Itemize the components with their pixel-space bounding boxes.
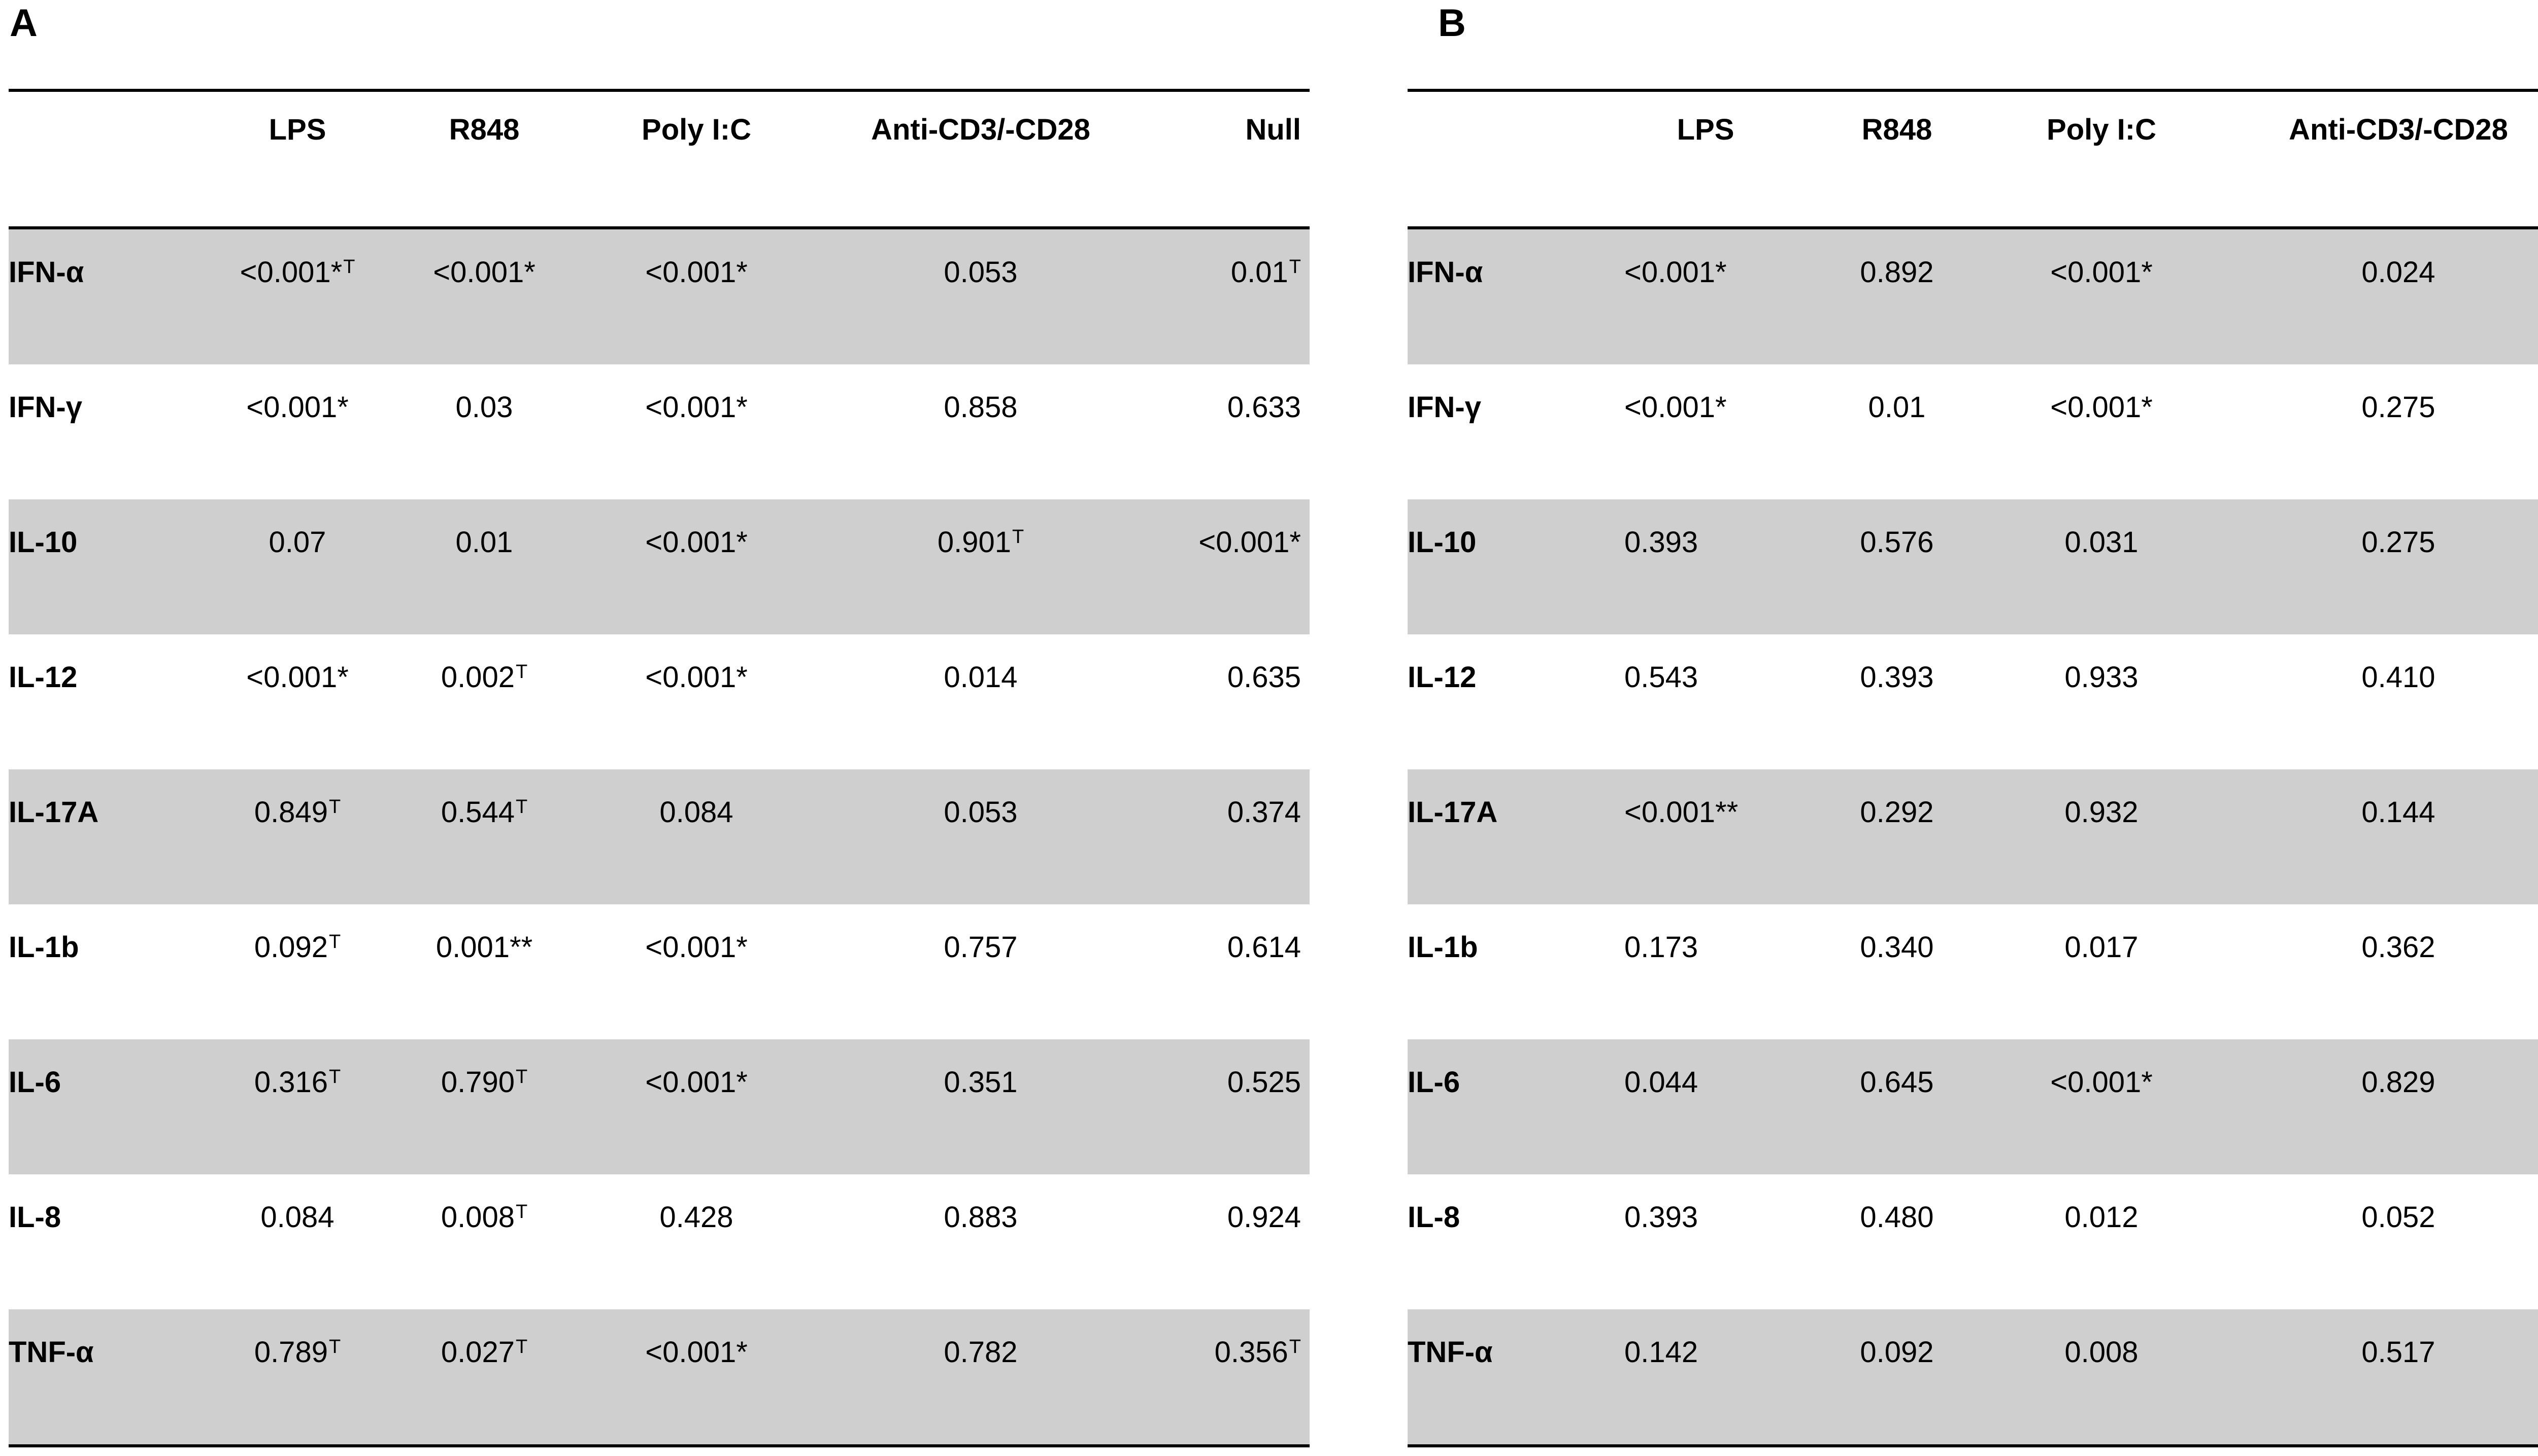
table-row xyxy=(9,1174,1310,1309)
results-table xyxy=(9,89,1310,1447)
table-cell xyxy=(645,255,748,290)
column-header: Null xyxy=(1245,113,1301,146)
table-cell xyxy=(456,525,513,560)
table-cell xyxy=(436,930,532,965)
table-cell xyxy=(944,930,1017,965)
p-value: 0.144 xyxy=(2361,796,2435,829)
table-cell xyxy=(1231,255,1301,290)
table-header xyxy=(9,92,1310,229)
table-cell xyxy=(246,390,349,425)
p-value: <0.001* xyxy=(2050,256,2153,289)
p-value: 0.275 xyxy=(2361,526,2435,559)
p-value: <0.001* xyxy=(433,256,536,289)
column-header: LPS xyxy=(269,113,326,146)
p-value: 0.525 xyxy=(1227,1066,1301,1099)
table-cell xyxy=(645,930,748,965)
table-cell xyxy=(1868,390,1926,425)
table-cell xyxy=(2361,255,2435,290)
superscript-marker: T xyxy=(1289,1336,1301,1358)
table-cell xyxy=(1860,1335,1933,1370)
table-row xyxy=(9,229,1310,364)
superscript-marker: T xyxy=(515,1201,528,1223)
table-row xyxy=(1408,1309,2538,1444)
row-label: IL-10 xyxy=(9,526,78,559)
p-value: 0.517 xyxy=(2361,1336,2435,1369)
table-cell xyxy=(441,1200,527,1235)
p-value: 0.275 xyxy=(2361,391,2435,424)
row-label: IL-8 xyxy=(9,1201,61,1234)
p-value: 0.024 xyxy=(2361,256,2435,289)
p-value: 0.635 xyxy=(1227,661,1301,694)
p-value: 0.410 xyxy=(2361,661,2435,694)
p-value: 0.829 xyxy=(2361,1066,2435,1099)
p-value: 0.292 xyxy=(1860,796,1934,829)
table-cell xyxy=(645,1335,748,1370)
table-row xyxy=(9,1039,1310,1174)
table-cell xyxy=(944,255,1017,290)
table-cell xyxy=(1227,1200,1301,1235)
table-cell xyxy=(254,1065,341,1100)
p-value: 0.03 xyxy=(455,391,513,424)
table-cell xyxy=(1624,1200,1698,1235)
p-value: <0.001* xyxy=(1624,256,1727,289)
table-cell xyxy=(659,795,733,830)
column-header: Anti-CD3/-CD28 xyxy=(871,113,1090,146)
superscript-marker: T xyxy=(515,1336,528,1358)
table-cell xyxy=(938,525,1024,560)
p-value: 0.092 xyxy=(254,931,328,964)
table-cell xyxy=(1860,930,1933,965)
results-table xyxy=(1408,89,2538,1447)
row-label: IL-8 xyxy=(1408,1201,1460,1234)
p-value: <0.001* xyxy=(645,661,748,694)
superscript-marker: T xyxy=(343,256,355,278)
table-cell xyxy=(2050,390,2153,425)
p-value: 0.933 xyxy=(2064,661,2139,694)
table-row xyxy=(9,904,1310,1039)
p-value: 0.393 xyxy=(1624,1201,1698,1234)
p-value: <0.001* xyxy=(645,931,748,964)
table-cell xyxy=(456,390,513,425)
p-value: 0.01 xyxy=(1868,391,1926,424)
table-cell xyxy=(944,660,1017,695)
table-cell xyxy=(1860,255,1933,290)
table-cell xyxy=(1215,1335,1301,1370)
row-label: IFN-γ xyxy=(9,391,82,424)
p-value: 0.614 xyxy=(1227,931,1301,964)
p-value: 0.576 xyxy=(1860,526,1934,559)
table-cell xyxy=(1227,660,1301,695)
table-row xyxy=(1408,1039,2538,1174)
table-cell xyxy=(2064,1335,2138,1370)
column-header: LPS xyxy=(1677,113,1734,146)
table-cell xyxy=(645,1065,748,1100)
table-row xyxy=(1408,1174,2538,1309)
table-cell xyxy=(2064,930,2138,965)
table-cell xyxy=(441,660,527,695)
row-label: TNF-α xyxy=(9,1336,94,1369)
table-row xyxy=(9,634,1310,769)
p-value: <0.001* xyxy=(2050,1066,2153,1099)
p-value: 0.883 xyxy=(944,1201,1018,1234)
p-value: 0.544 xyxy=(441,796,515,829)
table-cell xyxy=(944,1065,1017,1100)
table-cell xyxy=(1624,660,1698,695)
table-cell xyxy=(2361,390,2435,425)
p-value: 0.480 xyxy=(1860,1201,1934,1234)
p-value: 0.351 xyxy=(944,1066,1018,1099)
superscript-marker: T xyxy=(515,796,528,818)
p-value: <0.001* xyxy=(1624,391,1727,424)
row-label: IL-1b xyxy=(1408,931,1478,964)
p-value: 0.362 xyxy=(2361,931,2435,964)
superscript-marker: T xyxy=(328,931,341,953)
table-cell xyxy=(1624,1335,1698,1370)
table-cell xyxy=(2361,1335,2435,1370)
p-value: 0.757 xyxy=(944,931,1018,964)
row-label: IFN-α xyxy=(1408,256,1483,289)
p-value: 0.356 xyxy=(1214,1336,1288,1369)
p-value: 0.053 xyxy=(944,796,1018,829)
row-label: IFN-α xyxy=(9,256,84,289)
superscript-marker: T xyxy=(328,796,341,818)
p-value: 0.633 xyxy=(1227,391,1301,424)
p-value: <0.001* xyxy=(2050,391,2153,424)
table-cell xyxy=(1860,525,1933,560)
table-row xyxy=(9,364,1310,499)
superscript-marker: T xyxy=(328,1066,341,1088)
table-cell xyxy=(2361,1065,2435,1100)
table-cell xyxy=(1624,930,1698,965)
table-cell xyxy=(246,660,349,695)
row-label: IL-1b xyxy=(9,931,79,964)
table-cell xyxy=(1860,660,1933,695)
table-cell xyxy=(433,255,536,290)
table-cell xyxy=(2361,660,2435,695)
p-value: 0.052 xyxy=(2361,1201,2435,1234)
p-value: 0.892 xyxy=(1860,256,1934,289)
row-label: IL-10 xyxy=(1408,526,1477,559)
p-value: 0.008 xyxy=(441,1201,515,1234)
p-value: 0.008 xyxy=(2064,1336,2139,1369)
table-cell xyxy=(1198,525,1301,560)
p-value: <0.001* xyxy=(645,256,748,289)
p-value: 0.027 xyxy=(441,1336,515,1369)
p-value: 0.053 xyxy=(944,256,1018,289)
table-row xyxy=(1408,634,2538,769)
p-value: 0.789 xyxy=(254,1336,328,1369)
p-value: <0.001* xyxy=(645,1336,748,1369)
column-header: Poly I:C xyxy=(2047,113,2156,146)
p-value: 0.849 xyxy=(254,796,328,829)
table-row xyxy=(1408,904,2538,1039)
superscript-marker: T xyxy=(328,1336,341,1358)
p-value: <0.001* xyxy=(246,661,349,694)
table-row xyxy=(1408,499,2538,634)
table-cell xyxy=(2064,660,2138,695)
p-value: 0.393 xyxy=(1860,661,1934,694)
table-cell xyxy=(2050,1065,2153,1100)
table-header xyxy=(1408,92,2538,229)
table-cell xyxy=(659,1200,733,1235)
table-row xyxy=(1408,769,2538,904)
p-value: <0.001* xyxy=(246,391,349,424)
table-cell xyxy=(944,795,1017,830)
row-label: IL-6 xyxy=(9,1066,61,1099)
p-value: <0.001* xyxy=(645,526,748,559)
table-cell xyxy=(240,255,355,290)
table-cell xyxy=(1227,1065,1301,1100)
table-row xyxy=(1408,364,2538,499)
p-value: 0.374 xyxy=(1227,796,1301,829)
p-value: <0.001* xyxy=(645,391,748,424)
p-value: <0.001** xyxy=(1624,796,1739,829)
column-header: Poly I:C xyxy=(642,113,751,146)
row-label: IL-12 xyxy=(9,661,78,694)
table-cell xyxy=(1624,390,1727,425)
table-cell xyxy=(2361,525,2435,560)
p-value: 0.543 xyxy=(1624,661,1698,694)
table-cell xyxy=(269,525,326,560)
table-cell xyxy=(2361,930,2435,965)
table-cell xyxy=(254,795,341,830)
table-cell xyxy=(1624,525,1698,560)
table-cell xyxy=(254,930,341,965)
table-cell xyxy=(645,525,748,560)
table-cell xyxy=(944,1200,1017,1235)
p-value: 0.012 xyxy=(2064,1201,2139,1234)
p-value: 0.084 xyxy=(260,1201,335,1234)
p-value: 0.428 xyxy=(659,1201,733,1234)
table-row xyxy=(1408,229,2538,364)
table-cell xyxy=(1860,1200,1933,1235)
table-cell xyxy=(1624,795,1738,830)
table-cell xyxy=(2050,255,2153,290)
panel-label: A xyxy=(10,2,38,45)
table-cell xyxy=(2361,1200,2435,1235)
table-cell xyxy=(2064,795,2138,830)
p-value: 0.393 xyxy=(1624,526,1698,559)
p-value: 0.044 xyxy=(1624,1066,1698,1099)
row-label: IL-12 xyxy=(1408,661,1477,694)
p-value: 0.07 xyxy=(269,526,326,559)
table-cell xyxy=(254,1335,341,1370)
row-label: IFN-γ xyxy=(1408,391,1481,424)
table-cell xyxy=(441,795,527,830)
column-header: R848 xyxy=(449,113,520,146)
panel-label: B xyxy=(1438,2,1466,45)
p-value: 0.316 xyxy=(254,1066,328,1099)
superscript-marker: T xyxy=(1289,256,1301,278)
table-cell xyxy=(260,1200,334,1235)
p-value: 0.924 xyxy=(1227,1201,1301,1234)
table-cell xyxy=(1624,255,1727,290)
p-value: 0.173 xyxy=(1624,931,1698,964)
p-value: 0.017 xyxy=(2064,931,2139,964)
superscript-marker: T xyxy=(515,1066,528,1088)
table-cell xyxy=(944,390,1017,425)
p-value: 0.001** xyxy=(436,931,533,964)
p-value: <0.001* xyxy=(1198,526,1301,559)
table-cell xyxy=(2064,525,2138,560)
table-cell xyxy=(2361,795,2435,830)
row-label: IL-17A xyxy=(1408,796,1498,829)
table-cell xyxy=(645,390,748,425)
row-label: TNF-α xyxy=(1408,1336,1493,1369)
column-header: Anti-CD3/-CD28 xyxy=(2289,113,2508,146)
p-value: 0.142 xyxy=(1624,1336,1698,1369)
table-cell xyxy=(1227,795,1301,830)
p-value: <0.001* xyxy=(645,1066,748,1099)
column-header: R848 xyxy=(1861,113,1932,146)
table-cell xyxy=(1624,1065,1698,1100)
p-value: 0.858 xyxy=(944,391,1018,424)
p-value: 0.031 xyxy=(2064,526,2139,559)
p-value: 0.002 xyxy=(441,661,515,694)
table-cell xyxy=(441,1335,527,1370)
p-value: 0.340 xyxy=(1860,931,1934,964)
p-value: 0.01 xyxy=(455,526,513,559)
table-cell xyxy=(1860,795,1933,830)
p-value: 0.782 xyxy=(944,1336,1018,1369)
table-row xyxy=(9,499,1310,634)
table-cell xyxy=(645,660,748,695)
p-value: 0.092 xyxy=(1860,1336,1934,1369)
table-row xyxy=(9,769,1310,904)
table-cell xyxy=(1227,390,1301,425)
row-label: IL-17A xyxy=(9,796,99,829)
p-value: 0.01 xyxy=(1230,256,1288,289)
superscript-marker: T xyxy=(1012,526,1024,548)
p-value: 0.790 xyxy=(441,1066,515,1099)
p-value: 0.901 xyxy=(937,526,1011,559)
p-value: 0.932 xyxy=(2064,796,2139,829)
p-value: 0.645 xyxy=(1860,1066,1934,1099)
p-value: <0.001* xyxy=(240,256,343,289)
table-cell xyxy=(944,1335,1017,1370)
p-value: 0.014 xyxy=(944,661,1018,694)
table-cell xyxy=(2064,1200,2138,1235)
superscript-marker: T xyxy=(515,661,528,683)
table-row xyxy=(9,1309,1310,1444)
table-cell xyxy=(1227,930,1301,965)
table-cell xyxy=(1860,1065,1933,1100)
row-label: IL-6 xyxy=(1408,1066,1460,1099)
table-cell xyxy=(441,1065,527,1100)
p-value: 0.084 xyxy=(659,796,733,829)
